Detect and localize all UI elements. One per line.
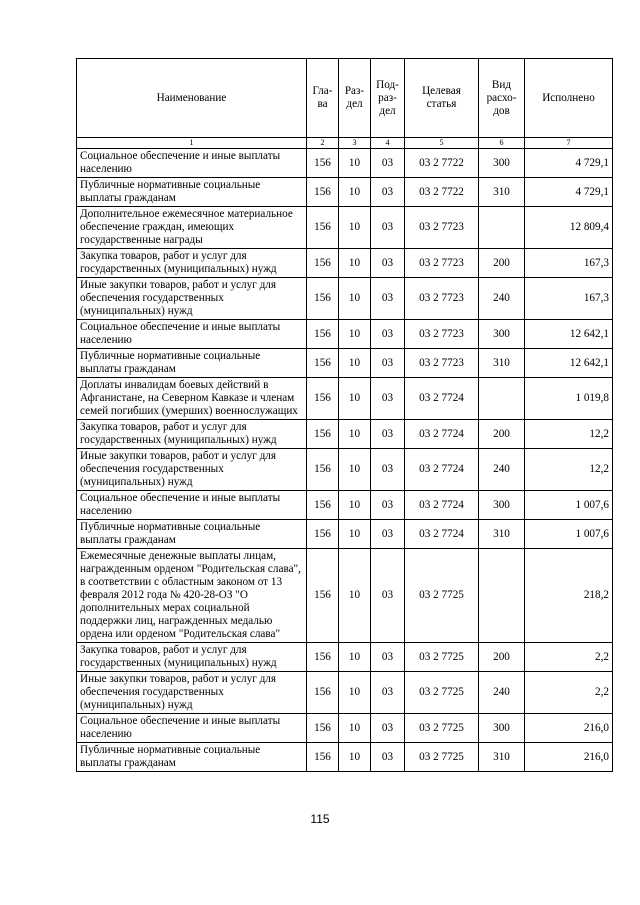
row-target-article: 03 2 7724 [405, 420, 479, 449]
table-row [77, 178, 613, 207]
row-razdel: 10 [339, 149, 371, 178]
row-name: Социальное обеспечение и иные выплаты населению [77, 714, 307, 743]
row-razdel: 10 [339, 549, 371, 643]
row-expense-type: 300 [479, 714, 525, 743]
row-target-article: 03 2 7725 [405, 643, 479, 672]
row-expense-type: 200 [479, 249, 525, 278]
row-razdel: 10 [339, 491, 371, 520]
row-amount: 4 729,1 [525, 149, 613, 178]
row-razdel: 10 [339, 207, 371, 249]
row-razdel: 10 [339, 378, 371, 420]
row-expense-type: 240 [479, 449, 525, 491]
row-glava: 156 [307, 320, 339, 349]
table-row [77, 672, 613, 714]
row-expense-type: 300 [479, 320, 525, 349]
row-amount: 1 019,8 [525, 378, 613, 420]
row-target-article: 03 2 7722 [405, 178, 479, 207]
row-amount: 1 007,6 [525, 520, 613, 549]
table-row [77, 249, 613, 278]
row-glava: 156 [307, 378, 339, 420]
row-amount: 216,0 [525, 743, 613, 772]
row-amount: 12,2 [525, 420, 613, 449]
row-podrazdel: 03 [371, 149, 405, 178]
row-expense-type: 300 [479, 491, 525, 520]
row-podrazdel: 03 [371, 743, 405, 772]
row-podrazdel: 03 [371, 714, 405, 743]
row-expense-type: 310 [479, 178, 525, 207]
row-expense-type: 240 [479, 278, 525, 320]
row-name: Дополнительное ежемесячное материальное обеспечение граждан, имеющих государственные награды [77, 207, 307, 249]
row-amount: 12 809,4 [525, 207, 613, 249]
table-row [77, 420, 613, 449]
row-target-article: 03 2 7722 [405, 149, 479, 178]
row-podrazdel: 03 [371, 378, 405, 420]
budget-table [76, 58, 613, 772]
row-glava: 156 [307, 249, 339, 278]
row-expense-type [479, 549, 525, 643]
header-expense-type: Вид расхо- дов [479, 59, 525, 138]
header-executed: Исполнено [525, 59, 613, 138]
column-number: 3 [339, 138, 371, 149]
table-body [77, 149, 613, 772]
table-row [77, 378, 613, 420]
row-expense-type [479, 207, 525, 249]
table-row [77, 549, 613, 643]
row-name: Закупка товаров, работ и услуг для государственных (муниципальных) нужд [77, 249, 307, 278]
table-row [77, 349, 613, 378]
row-expense-type: 300 [479, 149, 525, 178]
header-target-article: Целевая статья [405, 59, 479, 138]
row-razdel: 10 [339, 278, 371, 320]
row-amount: 167,3 [525, 278, 613, 320]
row-razdel: 10 [339, 643, 371, 672]
row-podrazdel: 03 [371, 449, 405, 491]
row-expense-type [479, 378, 525, 420]
row-glava: 156 [307, 278, 339, 320]
row-glava: 156 [307, 643, 339, 672]
column-number: 4 [371, 138, 405, 149]
row-name: Социальное обеспечение и иные выплаты населению [77, 491, 307, 520]
row-target-article: 03 2 7724 [405, 520, 479, 549]
row-target-article: 03 2 7723 [405, 320, 479, 349]
row-podrazdel: 03 [371, 249, 405, 278]
row-name: Иные закупки товаров, работ и услуг для обеспечения государственных (муниципальных) нужд [77, 449, 307, 491]
row-amount: 218,2 [525, 549, 613, 643]
row-podrazdel: 03 [371, 643, 405, 672]
table-row [77, 743, 613, 772]
row-amount: 2,2 [525, 672, 613, 714]
row-name: Иные закупки товаров, работ и услуг для обеспечения государственных (муниципальных) нужд [77, 672, 307, 714]
row-name: Публичные нормативные социальные выплаты гражданам [77, 743, 307, 772]
page-number: 115 [310, 812, 330, 826]
row-glava: 156 [307, 672, 339, 714]
row-name: Закупка товаров, работ и услуг для государственных (муниципальных) нужд [77, 643, 307, 672]
row-glava: 156 [307, 449, 339, 491]
table-row [77, 149, 613, 178]
row-target-article: 03 2 7724 [405, 491, 479, 520]
row-glava: 156 [307, 178, 339, 207]
row-target-article: 03 2 7723 [405, 349, 479, 378]
table-row [77, 714, 613, 743]
row-target-article: 03 2 7723 [405, 249, 479, 278]
table-row [77, 643, 613, 672]
row-razdel: 10 [339, 420, 371, 449]
table-row [77, 520, 613, 549]
row-razdel: 10 [339, 178, 371, 207]
row-target-article: 03 2 7725 [405, 672, 479, 714]
row-target-article: 03 2 7725 [405, 714, 479, 743]
row-amount: 2,2 [525, 643, 613, 672]
row-podrazdel: 03 [371, 491, 405, 520]
column-number-row [77, 138, 613, 149]
row-podrazdel: 03 [371, 549, 405, 643]
row-expense-type: 310 [479, 349, 525, 378]
header-glava: Гла- ва [307, 59, 339, 138]
row-podrazdel: 03 [371, 520, 405, 549]
table-row [77, 320, 613, 349]
row-glava: 156 [307, 349, 339, 378]
row-amount: 12,2 [525, 449, 613, 491]
row-name: Публичные нормативные социальные выплаты гражданам [77, 520, 307, 549]
row-podrazdel: 03 [371, 178, 405, 207]
row-name: Доплаты инвалидам боевых действий в Афганистане, на Северном Кавказе и членам семей погибших (умерших) военнослужащих [77, 378, 307, 420]
row-name: Социальное обеспечение и иные выплаты населению [77, 149, 307, 178]
row-amount: 167,3 [525, 249, 613, 278]
row-glava: 156 [307, 520, 339, 549]
row-expense-type: 310 [479, 743, 525, 772]
row-name: Закупка товаров, работ и услуг для государственных (муниципальных) нужд [77, 420, 307, 449]
row-glava: 156 [307, 549, 339, 643]
row-amount: 12 642,1 [525, 320, 613, 349]
row-expense-type: 200 [479, 643, 525, 672]
header-row [77, 59, 613, 138]
row-glava: 156 [307, 491, 339, 520]
row-razdel: 10 [339, 249, 371, 278]
row-razdel: 10 [339, 320, 371, 349]
row-podrazdel: 03 [371, 278, 405, 320]
header-razdel: Раз- дел [339, 59, 371, 138]
column-number: 6 [479, 138, 525, 149]
row-target-article: 03 2 7723 [405, 207, 479, 249]
row-target-article: 03 2 7725 [405, 549, 479, 643]
table-row [77, 449, 613, 491]
row-name: Ежемесячные денежные выплаты лицам, награжденным орденом "Родительская слава", в соответствии с областным законом от 13 февраля 2012 года № 420-28-ОЗ "О дополнительных мерах социальной поддержки лиц, награжденных медалью ордена или орденом "Родительская слава" [77, 549, 307, 643]
row-name: Иные закупки товаров, работ и услуг для обеспечения государственных (муниципальных) нужд [77, 278, 307, 320]
row-razdel: 10 [339, 672, 371, 714]
row-expense-type: 240 [479, 672, 525, 714]
row-podrazdel: 03 [371, 349, 405, 378]
header-name: Наименование [77, 59, 307, 138]
row-glava: 156 [307, 207, 339, 249]
row-razdel: 10 [339, 743, 371, 772]
row-target-article: 03 2 7724 [405, 449, 479, 491]
column-number: 1 [77, 138, 307, 149]
row-glava: 156 [307, 743, 339, 772]
column-number: 2 [307, 138, 339, 149]
row-glava: 156 [307, 149, 339, 178]
row-amount: 4 729,1 [525, 178, 613, 207]
table-row [77, 278, 613, 320]
table-row [77, 207, 613, 249]
row-expense-type: 310 [479, 520, 525, 549]
row-amount: 1 007,6 [525, 491, 613, 520]
row-glava: 156 [307, 420, 339, 449]
column-number: 7 [525, 138, 613, 149]
row-target-article: 03 2 7725 [405, 743, 479, 772]
row-razdel: 10 [339, 714, 371, 743]
row-razdel: 10 [339, 520, 371, 549]
row-podrazdel: 03 [371, 672, 405, 714]
row-name: Публичные нормативные социальные выплаты гражданам [77, 178, 307, 207]
row-glava: 156 [307, 714, 339, 743]
row-expense-type: 200 [479, 420, 525, 449]
row-amount: 216,0 [525, 714, 613, 743]
row-name: Социальное обеспечение и иные выплаты населению [77, 320, 307, 349]
row-target-article: 03 2 7724 [405, 378, 479, 420]
row-podrazdel: 03 [371, 207, 405, 249]
row-razdel: 10 [339, 349, 371, 378]
header-podrazdel: Под- раз- дел [371, 59, 405, 138]
row-podrazdel: 03 [371, 320, 405, 349]
row-podrazdel: 03 [371, 420, 405, 449]
row-target-article: 03 2 7723 [405, 278, 479, 320]
column-number: 5 [405, 138, 479, 149]
row-name: Публичные нормативные социальные выплаты гражданам [77, 349, 307, 378]
row-amount: 12 642,1 [525, 349, 613, 378]
table-row [77, 491, 613, 520]
row-razdel: 10 [339, 449, 371, 491]
